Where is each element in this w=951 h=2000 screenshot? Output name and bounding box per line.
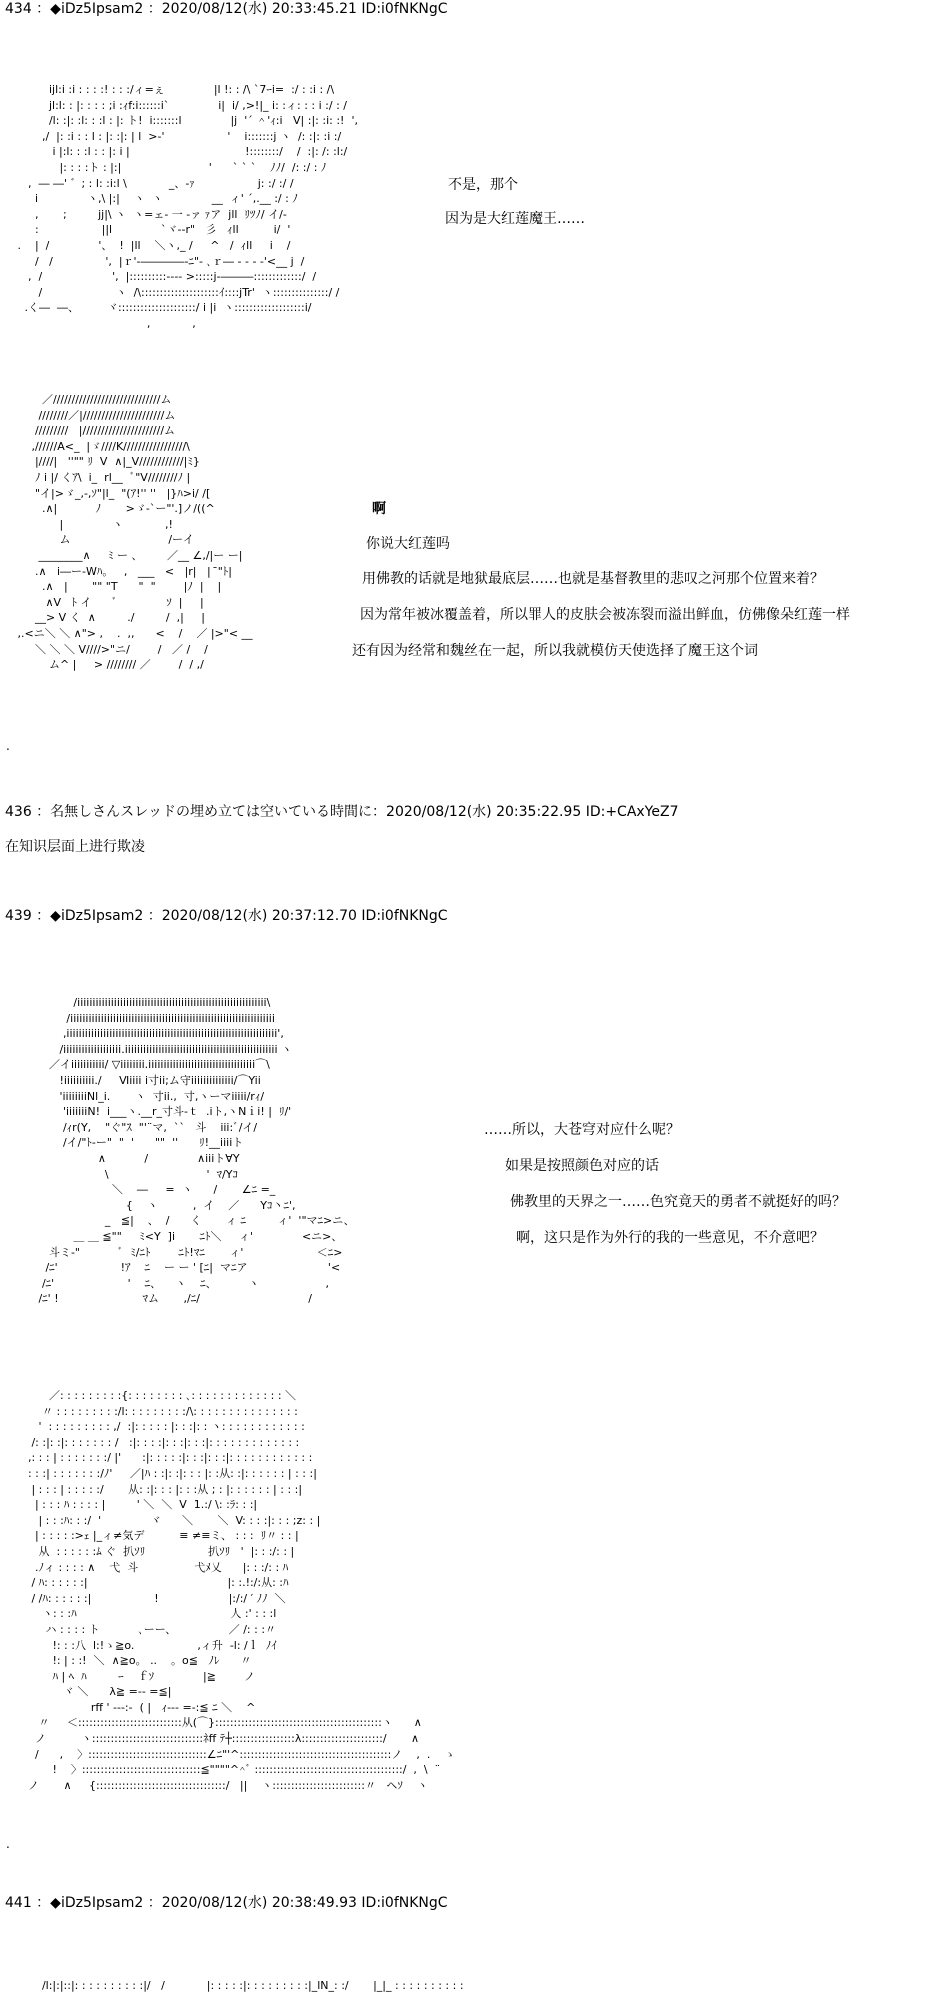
ascii-art: ／/////////////////////////////ム ////////／|//////////////////////ム ///////// |//////////////////////ム ,//////A<_ |ゞ////K/////////////////\ |////| ''"" ﾘ V ∧|_V////////////|ﾐ} ﾉ i |/ くｱ\ i_ rl__ ﾞ"V////////ﾉ | "イ|>ゞ_,-,ｿ"|l_ "(ｱ!'' '' |}ﾊ>i/ /[ .∧| ﾉ >ゞ-`ー"'.]ノ/((^ | ヽ ,! ム /ーイ ________∧ ﾐ ー 、 ／__ ∠,/|ー ー| .∧ i―ー‐Wﾊ。 , ___ < |r| | ̄"ﾄ| .∧ | "" "T " " |ﾉ | | ∧V ﾄ イ ﾞ ｿ | | __> V く ∧ ./ / ,| | ,.<ニ＼ ＼ ∧"> , . ,, < / ／ |>"< __ ＼ ＼ ＼ V////>"ニ/ / ／ / / ム^ | > //////// ／ / / ,/ — [17, 393, 253, 672]
ascii-art: ／: : : : : : : : :{: : : : : : : : ､: : : : : : : : : : : : : ＼ 〃 : : : : : : : : :/l: : : : : : : : :/\: : : : : : : : : : : : : : : ' : : : : : : : : : ,/ :|: : : : : |: : :|: : ヽ: : : : : : : : : : : : /: :|: :|: : : : : : : / :|: : : :|: : :|: : :|: : : : : : : : : : : : : ,: : : | : : : : : : :/ |' :|: : : : :|: : :|: : :|: : : : : : : : : : : : : : :| : : : : : : :/ﾉ' ／|ﾊ : :|: :|: : : |: :从: :|: : : : : : | : : :| | : : : | : : : : :/ 从: :|: : : |: : :从 ; : |: : : : : : | : : :| | : : : ﾊ : : : : | ' ＼ ＼ V 1.:/ \: :ﾗ: : :| | : : :ﾊ: : :/ ' ヾ ＼ ＼ V: : : :|: : : ;z: : | | : : : : :>ｪ |_ィ≠気デ ≡ ≠≡ミ、 : : : ﾘ〃 : : | 从 : : : : : :ﾑ ぐ 扒ｿﾘ 扒ｿﾘ ' |: : :/: : | .ﾉィ : : : : ∧ 弋 斗 弋ﾒ乂 |: : :/: : ﾊ / ﾊ: : : : : :| |: :.!:/:从: :ﾊ / /ﾊ: : : : : :| ! |:/:/ ′ ﾉﾉ ＼ ヽ: : :ﾊ 人 :' : : :l ハ : : : : ト ､ーー、 ／ /: : :〃 !: : :八 l:!ゝ≧o. ,ィ升 -l: /ｌ ﾉｲ !: | : :! ＼ ∧≧o。 .. 。o≦ ﾉﾚ 〃 ﾊ | ﾍ ﾊ ｰ ｆｿ |≧ ノ ヾ ＼ λ≧ =-- =≦| rff ' ---:- ( | ｨ--- =-:≦ ﾆ ＼ ^ 〃 ＜::::::::::::::::::::::::::::从(⌒}:::::::::::::::::::::::::::::::::::::::::::::ヽ ∧ ノ ヽ::::::::::::::::::::::::::::::ﾈff ﾃ┼:::::::::::::::::λ::::::::::::::::::::::/ ∧ / , 〉::::::::::::::::::::::::::::::::∠ﾆ"'^:::::::::::::::::::::::::::::::::::::::::ノ , . ゝ ! 〉::::::::::::::::::::::::::::::::≦""""^^ﾞ ::::::::::::::::::::::::::::::::::::::::/ , \ ¨ ノ ∧ {:::::::::::::::::::::::::::::::::::/ || ヽ:::::::::::::::::::::::::〃 ヘｿ ヽ — [27, 1389, 456, 1792]
dialogue-line: ……所以，大苍穹对应什么呢？ — [484, 1122, 680, 1138]
dialogue-line: 你说大红莲吗 — [366, 536, 450, 552]
dialogue-line: 用佛教的话就是地狱最底层……也就是基督教里的悲叹之河那个位置来着？ — [362, 571, 824, 587]
ascii-art: /iiiiiiiiiiiiiiiiiiiiiiiiiiiiiiiiiiiiiiiiiiiiiiiiiiiiiiiiiiiiii\ /iiiiiiiiiiiiiiiiiiiiiiiiiiiiiiiiiiiiiiiiiiiiiiiiiiiiiiiiiiiiiiiiiii ,iiiiiiiiiiiiiiiiiiiiiiiiiiiiiiiiiiiiiiiiiiiiiiiiiiiiiiiiiiiiiiiiiiiii', /iiiiiiiiiiiiiiiiiii.iiiiiiiiiiiiiiiiiiiiiiiiiiiiiiiiiiiiiiiiiiiiiiiiii ヽ ／イiiiiiiiiiii/ ▽iiiiiiii.iiiiiiiiiiiiiiiiiiiiiiiiiiiiiiiiiii⌒\ !iiiiiiiiii./ Ⅵiiii i寸ii;ム守iiiiiiiiiiiiii/⌒Yii 'iiiiiiiiNl_i. ヽ 寸ii., 寸,ヽーマiiiii/rｨ/ 'iiiiiiiN! i___ヽ.__r_寸斗‐ｔ .iト,ヽNｉi! | ﾘ/' /ｨr(Y, "ぐ"ｽ "'¨マ, `` 斗 iii:ﾞ/イ/ /イ/"ﾄ‐ー" " ' "" '' ﾘ!__iiiiト ∧ / ∧iiiト∀Y \ ' ﾏ/Yｺ ＼ ― = ヽ / ∠ﾆ =_ { ヽ , イ ／ Yｺ丶ﾆ', _ ≦| 、 / く ィ ﾆ ィ' '"マﾆ>ニ、 ＿ ＿ ≦"" ﾐ<Y ]i ﾆﾄ＼ ィ' <ニ>、 斗ミ-" ﾞ ﾐ/ﾆﾄ ﾆﾄ!ﾏﾆ ィ' ＜ﾆ> /ﾆ' !ｱ ﾆ ー ー ' [ﾆ| マﾆア '< /ﾆ' ' ﾆ、 ヽ ﾆ、 ヽ , /ﾆ' ! ﾏム ,/ﾆ/ / — [38, 996, 355, 1306]
separator-dot: . — [6, 1837, 10, 1851]
post-header: 439 ：◆iDz5Ipsam2 ：2020/08/12(水) 20:37:12.70 ID:i0fNKNgC — [5, 908, 448, 924]
post-header: 436 ：名無しさんスレッドの埋め立ては空いている時間に：2020/08/12(水) 20:35:22.95 ID:+CAxYeZ7 — [5, 804, 679, 820]
ascii-art: /l:|:|::|: : : : : : : : : :|/ / |: : : : :|: : : : : : : : :|_lN_: :/ |_|_ : : : : : : : : : : — [0, 1979, 464, 1992]
dialogue-line: 因为常年被冰覆盖着，所以罪人的皮肤会被冻裂而溢出鲜血，仿佛像朵红莲一样 — [360, 607, 850, 623]
dialogue-line: 如果是按照颜色对应的话 — [505, 1158, 659, 1174]
dialogue-line: 因为是大红莲魔王…… — [445, 211, 585, 227]
dialogue-line: 不是，那个 — [448, 177, 518, 193]
post-header: 434 ：◆iDz5Ipsam2 ：2020/08/12(水) 20:33:45.21 ID:i0fNKNgC — [5, 1, 448, 17]
ascii-art: ijl:i :i : : : :! : : :/ィ=ぇ |l !: : /\ `7ｰi= :/ : :i : /\ jl:l: : |: : : : ;i :ｨf:i::::::i` i| i/ ,>!|_ i: :ィ: : : i :/ : / /l: :|: :l: : :l : |: ト! i:::::::l |j '´ ＾'ｨ:i V| :|: :i: :! ', ,/ |: :i : : l : |: :|: | l >-' ' i:::::::j ヽ /: :|: :i :/ i |:l: : :l : : |: i | !::::::::/ / :|: /: :l:/ |: : : :ト : |:| ' ` ` ` ﾉﾉ/ /: :/ : ﾉ , ― ―' ゛; : l: :i:l \ _、-ｧ j: :/ :/ / i ヽ,\ |:| ヽ ヽ __ ィ' ´,.__ :/ : ﾉ , ; jj|\ ヽ ヽ=ェ‐ 一 ‐ァ ｧア jll ﾘﾂﾉ/ イ/- : ||l `ヾ--r" 彡 ｨll i/ ' . | / '、 ! |ll ＼ヽ,_ / ^ / ｨll i / / / ', |ｒ'-――――‐ﾆ"‐ ､ｒ― ‐ ‐ ‐ ‐'<__ j / , / ', |::::::::::--‐- >:::::j-―――:::::::::::::/ / / ヽ /\:::::::::::::::::::::ｲ::::jTr' ヽ:::::::::::::::/ / .く― ―、 ヾ:::::::::::::::::::::/ i |i ヽ:::::::::::::::::::i/ , , — [17, 83, 358, 330]
dialogue-line: 啊 — [372, 501, 386, 517]
post-header: 441 ：◆iDz5Ipsam2 ：2020/08/12(水) 20:38:49.93 ID:i0fNKNgC — [5, 1895, 448, 1911]
post-body: 在知识层面上进行欺凌 — [5, 839, 145, 855]
dialogue-line: 啊，这只是作为外行的我的一些意见，不介意吧？ — [516, 1230, 824, 1246]
dialogue-line: 还有因为经常和魏丝在一起，所以我就模仿天使选择了魔王这个词 — [352, 643, 758, 659]
separator-dot: . — [6, 739, 10, 753]
dialogue-line: 佛教里的天界之一……色究竟天的勇者不就挺好的吗？ — [510, 1194, 846, 1210]
